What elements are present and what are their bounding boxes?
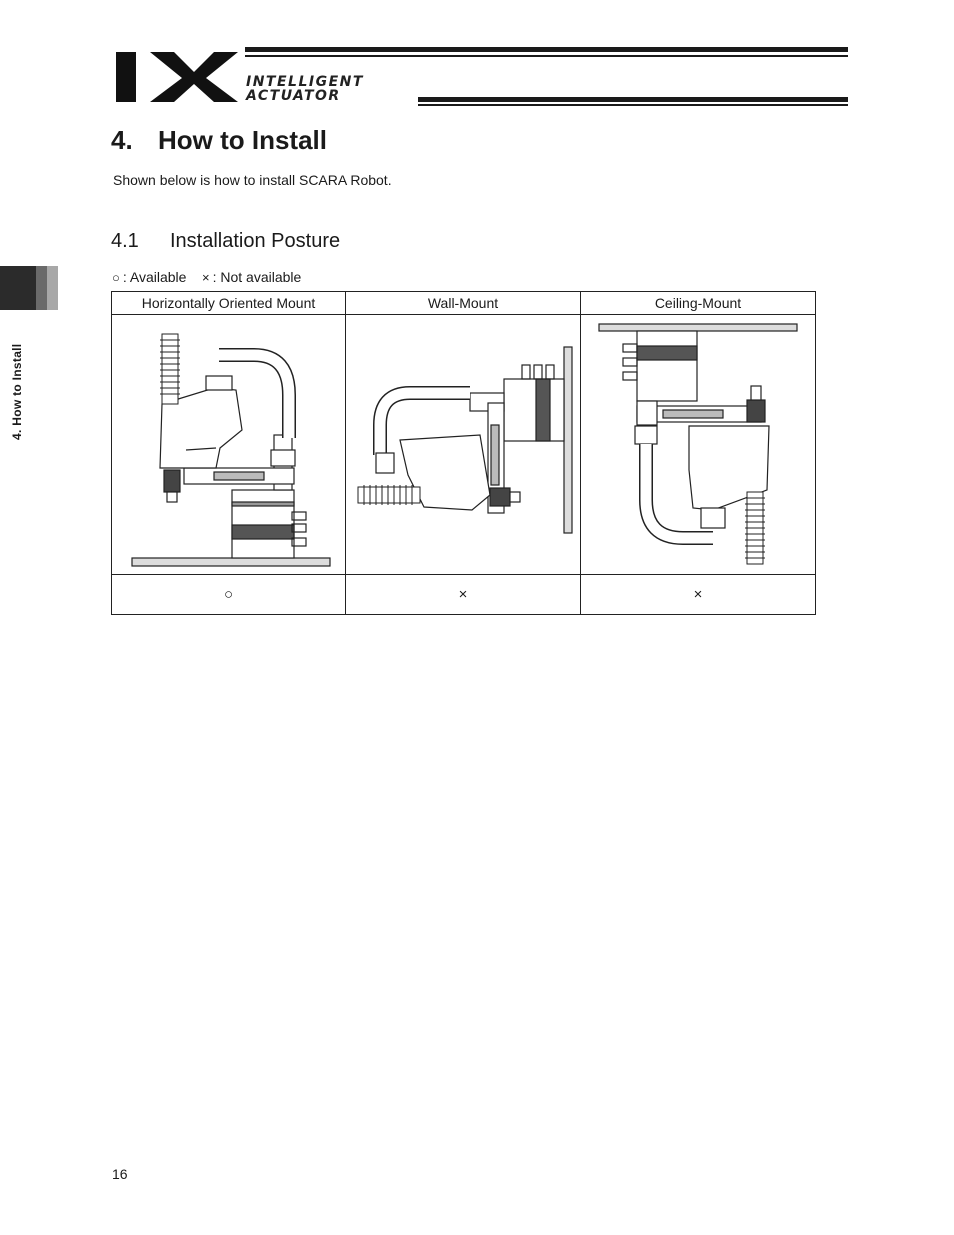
header-rule-bottom-thin: [418, 104, 848, 106]
logo-text-intelligent: INTELLIGENT: [246, 74, 364, 90]
header-rule-top: [245, 47, 848, 52]
installation-posture-table: [111, 291, 816, 615]
logo-text-actuator: ACTUATOR: [246, 88, 341, 104]
legend-unavailable-symbol: ×: [202, 270, 210, 285]
chapter-title-text: How to Install: [158, 125, 327, 155]
ceiling-mount-illustration: [593, 320, 803, 570]
cell-wall-drawing: [346, 315, 581, 575]
chapter-title: [111, 125, 327, 156]
mark-horizontal-available: ○: [112, 575, 346, 615]
chapter-number: 4.: [111, 125, 133, 155]
mark-ceiling-not-available: ×: [581, 575, 816, 615]
legend-unavailable-text: : Not available: [212, 269, 302, 285]
section-title-text: Installation Posture: [170, 230, 341, 252]
header-rule-bottom: [418, 97, 848, 102]
horizontal-mount-illustration: [124, 320, 334, 570]
cell-ceiling-drawing: [581, 315, 816, 575]
legend-available-symbol: ○: [112, 270, 120, 285]
wall-mount-illustration: [350, 345, 576, 545]
section-title: [111, 230, 340, 253]
header-horizontal-mount: Horizontally Oriented Mount: [112, 292, 346, 315]
cell-horizontal-drawing: [112, 315, 346, 575]
header-ceiling-mount: Ceiling-Mount: [581, 292, 816, 315]
legend-available-text: : Available: [122, 269, 187, 285]
chapter-tab-marker: [0, 266, 58, 310]
page-number: 16: [112, 1166, 128, 1182]
side-chapter-label: 4. How to Install: [10, 343, 24, 440]
header-rule-top-thin: [245, 55, 848, 57]
mark-wall-not-available: ×: [346, 575, 581, 615]
chapter-intro: Shown below is how to install SCARA Robot.: [113, 172, 392, 188]
section-number: 4.1: [111, 230, 139, 252]
legend: [112, 269, 301, 285]
header-wall-mount: Wall-Mount: [346, 292, 581, 315]
